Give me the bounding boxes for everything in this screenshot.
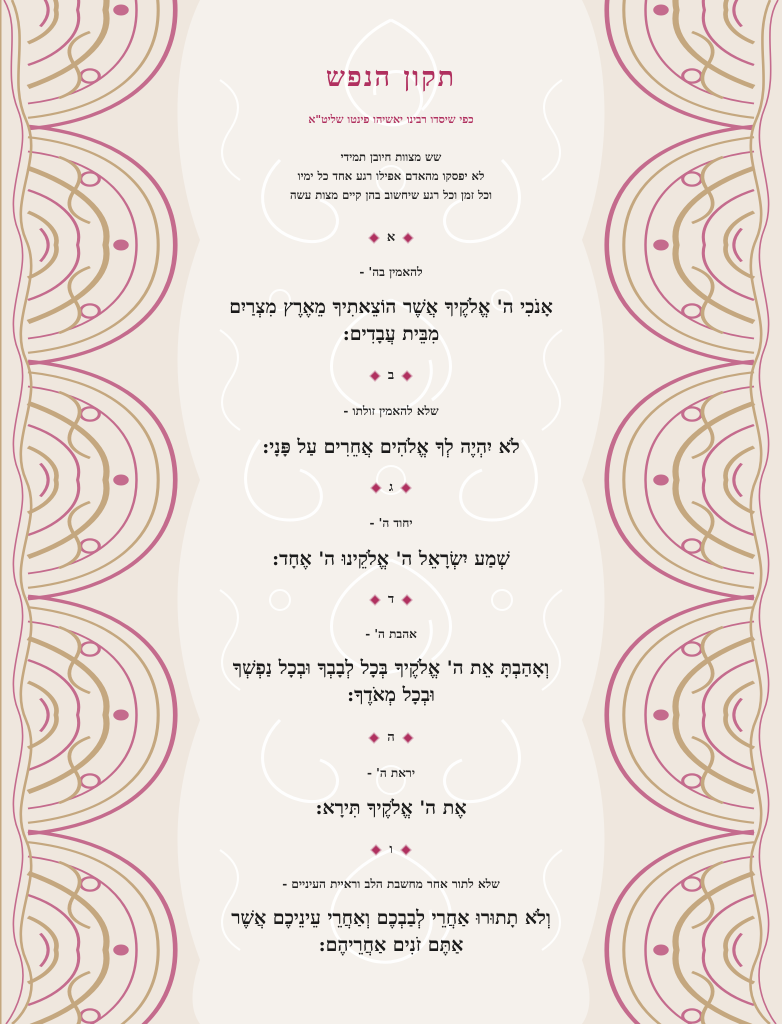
verse-line: וְאָהַבְתָּ אֵת ה' אֱלֹקֶיךָ בְּכָל לְבָבְךָ וּבְכָל נַפְשְׁךָ — [232, 657, 550, 679]
text-content — [170, 0, 612, 1024]
section-letter: ה — [170, 729, 612, 745]
verse-line: וּבְכָל מְאֹדֶךָ: — [347, 684, 435, 706]
section-letter: ג — [170, 479, 612, 495]
section-heading: שלא להאמין זולתו - — [343, 404, 439, 418]
intro-line: שש מצוות חיובן תמידי — [340, 150, 442, 164]
diamond-icon — [401, 594, 412, 605]
section-heading: יחוד ה' - — [369, 516, 413, 530]
diamond-icon — [402, 732, 413, 743]
section-letter: ב — [170, 367, 612, 383]
section-heading: להאמין בה' - — [359, 265, 423, 279]
diamond-icon — [403, 232, 414, 243]
verse-line: וְלֹא תָתוּרוּ אַחֲרֵי לְבַבְכֶם וְאַחֲרֵי עֵינֵיכֶם אֲשֶׁר — [231, 907, 551, 929]
section-heading: אהבת ה' - — [365, 627, 417, 641]
diamond-icon — [368, 232, 379, 243]
section-letter: א — [170, 229, 612, 245]
diamond-icon — [400, 482, 411, 493]
diamond-icon — [370, 482, 381, 493]
intro-line: וכל זמן וכל רגע שיחשוב בהן קיים מצות עשה — [290, 188, 492, 202]
section-letter: ו — [170, 841, 612, 857]
diamond-icon — [369, 370, 380, 381]
page-title: תקון הנפש — [325, 62, 457, 93]
section-heading: שלא לתור אחר מחשבת הלב וראיית העיניים - — [282, 877, 500, 891]
intro-line: לא יפסקו מהאדם אפילו רגע אחד כל ימיו — [297, 169, 485, 183]
verse-line: אַתֶּם זֹנִים אַחֲרֵיהֶם: — [318, 934, 464, 956]
diamond-icon — [371, 844, 382, 855]
verse-line: מִבֵּית עֲבָדִים: — [342, 323, 440, 345]
page-subtitle: כפי שיסדו רבינו יאשיהו פינטו שליט"א — [308, 113, 474, 126]
section-letter: ד — [170, 591, 612, 607]
diamond-icon — [400, 844, 411, 855]
diamond-icon — [369, 594, 380, 605]
diamond-icon — [401, 370, 412, 381]
verse-line: אָנֹכִי ה' אֱלֹקֶיךָ אֲשֶׁר הוֹצֵאתִיךָ מֵאֶרֶץ מִצְרַיִם — [229, 296, 553, 318]
verse-line: אֶת ה' אֱלֹקֶיךָ תִּירָא: — [315, 797, 467, 819]
section-heading: יראת ה' - — [367, 766, 415, 780]
diamond-icon — [369, 732, 380, 743]
verse-line: לֹא יִהְיֶה לְךָ אֱלֹהִים אֲחֵרִים עַל פָּנָי: — [262, 436, 520, 458]
verse-line: שְׁמַע יִשְׂרָאֵל ה' אֱלֹקֵינוּ ה' אֶחָד: — [272, 548, 510, 570]
